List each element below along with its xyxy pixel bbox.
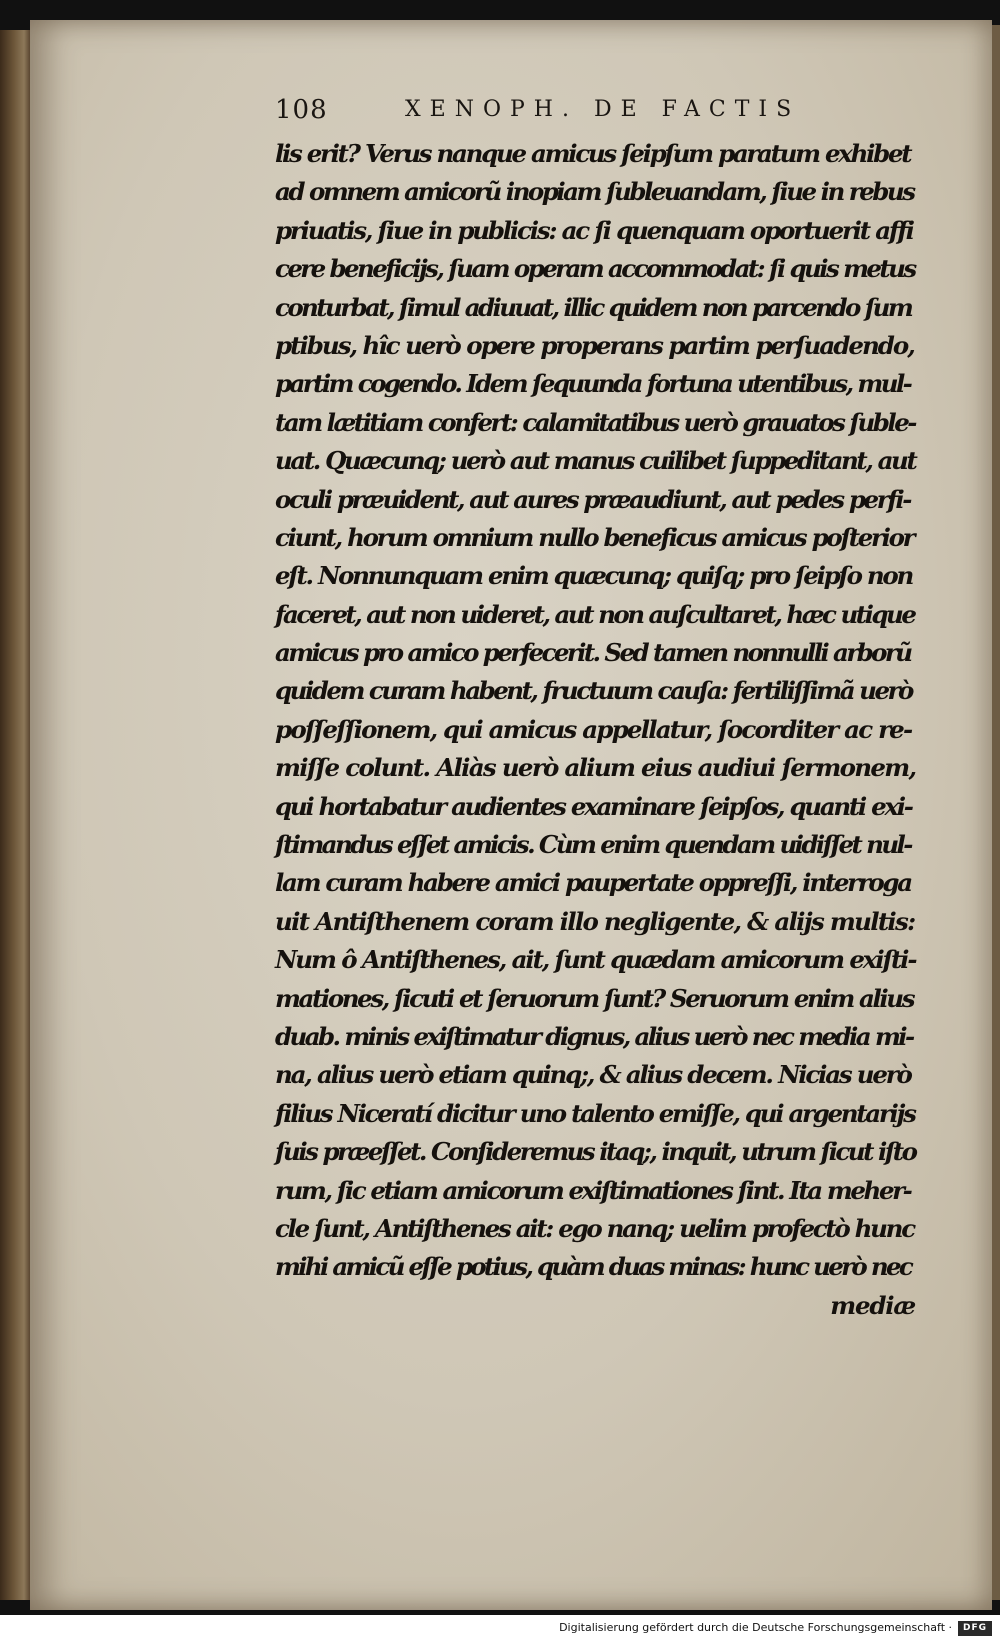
text-line: filius Niceratí dicitur uno talento emiſſe, qui argentarijs <box>275 1098 915 1128</box>
text-line: faceret, aut non uideret, aut non auſcultaret, hæc utique <box>275 599 915 629</box>
text-line: ſtimandus eſſet amicis. Cùm enim quendam uidiſſet nul- <box>275 830 911 860</box>
text-line: priuatis, ſiue in publicis: ac ſi quenquam oportuerit affi <box>275 215 913 245</box>
text-line: mationes, ſicuti et ſeruorum ſunt? Seruorum enim alius <box>275 983 914 1013</box>
text-line: duab. minis exiſtimatur dignus, alius uerò nec media mi- <box>275 1021 913 1051</box>
text-line: mihi amicũ eſſe potius, quàm duas minas: hunc uerò nec <box>275 1252 912 1282</box>
text-line: qui hortabatur audientes examinare ſeipſos, quanti exi- <box>275 791 912 821</box>
text-line: ad omnem amicorũ inopiam ſubleuandam, ſiue in rebus <box>275 177 914 207</box>
text-line: uat. Quæcunq; uerò aut manus cuilibet ſuppeditant, aut <box>275 446 916 476</box>
text-line: quidem curam habent, fructuum cauſa: fertiliſſimã uerò <box>275 676 912 706</box>
text-line: cle ſunt, Antiſthenes ait: ego nanq; uelim profectò hunc <box>275 1213 914 1243</box>
funding-credit: Digitalisierung gefördert durch die Deutsche Forschungsgemeinschaft · <box>559 1621 952 1634</box>
dfg-logo: DFG <box>958 1621 992 1636</box>
text-line: conturbat, ſimul adiuuat, illic quidem non parcendo ſum <box>275 292 912 322</box>
page-edge <box>992 25 1000 1600</box>
text-line: partim cogendo. Idem ſequunda fortuna utentibus, mul- <box>275 369 911 399</box>
text-line: tam lætitiam confert: calamitatibus uerò grauatos ſuble- <box>275 407 915 437</box>
text-line: ptibus, hîc uerò opere properans partim perſuadendo, <box>275 330 914 360</box>
catchword: mediæ <box>830 1290 915 1320</box>
text-line: lis erit? Verus nanque amicus ſeipſum paratum exhibet <box>275 139 911 168</box>
text-line: cere beneficijs, ſuam operam accommodat: ſi quis metus <box>275 254 915 284</box>
text-line: uit Antiſthenem coram illo negligente, & alijs multis: <box>275 906 915 936</box>
running-head <box>275 95 835 135</box>
text-line: amicus pro amico perfecerit. Sed tamen nonnulli arborũ <box>275 638 911 668</box>
text-line: ſuis præeſſet. Conſideremus itaq;, inquit, utrum ſicut iſto <box>275 1137 916 1167</box>
text-line: oculi præuident, aut aures præaudiunt, aut pedes perfi- <box>275 484 911 514</box>
body-text <box>275 135 915 1325</box>
digitization-footer <box>0 1615 1000 1642</box>
running-title: XENOPH. DE FACTIS <box>405 97 801 122</box>
text-line: eſt. Nonnunquam enim quæcunq; quiſq; pro ſeipſo non <box>275 561 912 591</box>
page-number: 108 <box>275 95 328 125</box>
text-line: lam curam habere amici paupertate oppreſſi, interroga <box>275 868 911 898</box>
text-line: poſſeſſionem, qui amicus appellatur, ſocorditer ac re- <box>275 714 912 744</box>
text-line: miſſe colunt. Aliàs uerò alium eius audiui ſermonem, <box>275 753 916 783</box>
text-line: na, alius uerò etiam quinq;, & alius decem. Nicias uerò <box>275 1060 911 1090</box>
text-line: Num ô Antiſthenes, ait, ſunt quædam amicorum exiſti- <box>275 945 916 975</box>
book-binding-edge <box>0 30 30 1600</box>
text-line: rum, ſic etiam amicorum exiſtimationes ſint. Ita meher- <box>275 1175 911 1205</box>
text-line: ciunt, horum omnium nullo beneficus amicus poſterior <box>275 522 914 552</box>
